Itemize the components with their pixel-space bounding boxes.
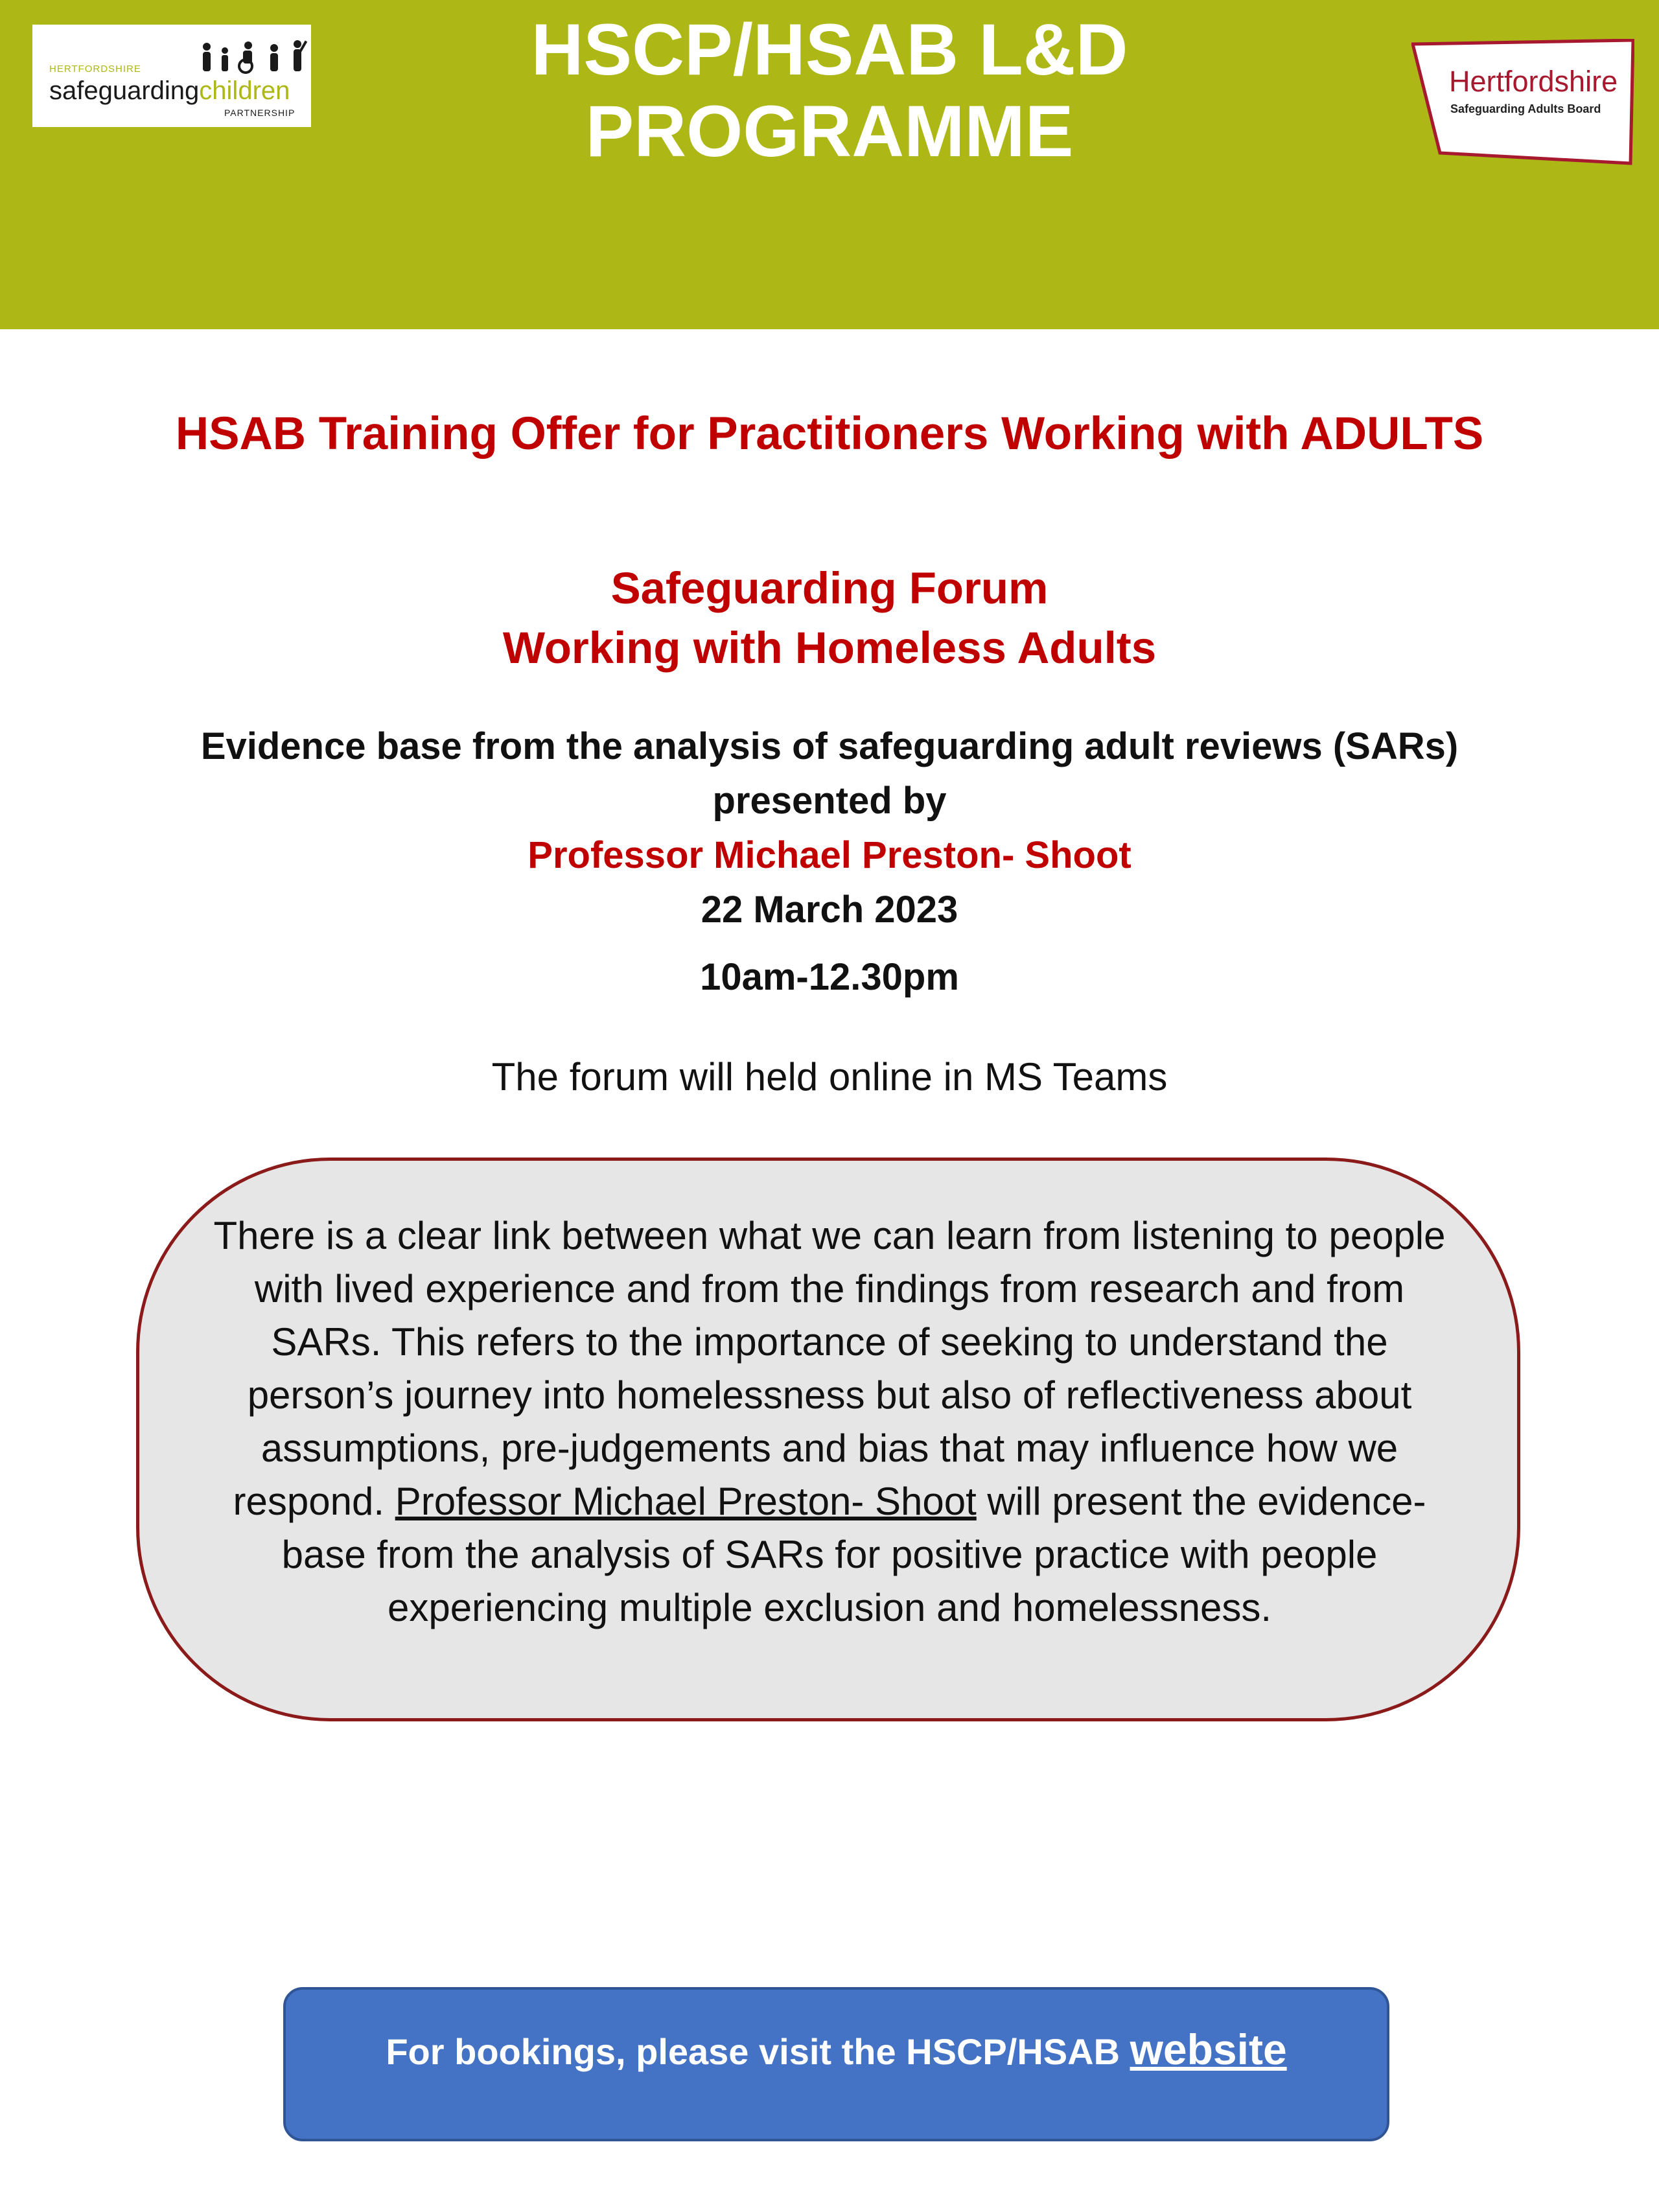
- evidence-line2: presented by: [712, 780, 947, 822]
- hsab-logo-title: Hertfordshire: [1449, 65, 1618, 98]
- hscp-logo: [32, 25, 311, 127]
- hscp-logo-name: safeguardingchildren: [49, 76, 290, 105]
- people-figures-icon: [198, 38, 327, 74]
- evidence-line1: Evidence base from the analysis of safeguarding adult reviews (SARs): [200, 725, 1459, 767]
- website-link[interactable]: website: [1130, 2025, 1287, 2073]
- hscp-logo-county: HERTFORDSHIRE: [49, 64, 141, 75]
- event-date: 22 March 2023: [701, 889, 958, 931]
- presenter-name: Professor Michael Preston- Shoot: [528, 834, 1131, 876]
- description-text: There is a clear link between what we can learn from listening to people with lived experience and from the findings from research and from SARs. This refers to the importance of seeking to understand the person’s journey into homelessness but also of reflectiveness about assumptions, pre-judgements and bias that may influence how we respond. Professor Michael Preston- Shoot will present the evidence-base from the analysis of SARs for positive practice with people experiencing multiple exclusion and homelessness.: [213, 1214, 1446, 1629]
- venue-info: The forum will held online in MS Teams: [491, 1055, 1168, 1099]
- hscp-logo-partnership: PARTNERSHIP: [224, 108, 296, 118]
- hsab-logo: [1411, 39, 1634, 169]
- booking-text: For bookings, please visit the HSCP/HSAB website: [386, 2025, 1287, 2073]
- forum-title: [0, 559, 1659, 678]
- training-offer-heading: HSAB Training Offer for Practitioners Working with ADULTS: [175, 408, 1484, 460]
- evidence-subtitle: [0, 719, 1659, 828]
- forum-title-line2: Working with Homeless Adults: [502, 623, 1157, 673]
- forum-title-line1: Safeguarding Forum: [610, 563, 1049, 613]
- presenter-link[interactable]: Professor Michael Preston- Shoot: [395, 1480, 977, 1523]
- hsab-logo-subtitle: Safeguarding Adults Board: [1450, 102, 1601, 115]
- event-time: 10am-12.30pm: [700, 956, 959, 998]
- page-title: HSCP/HSAB L&D PROGRAMME: [531, 9, 1128, 172]
